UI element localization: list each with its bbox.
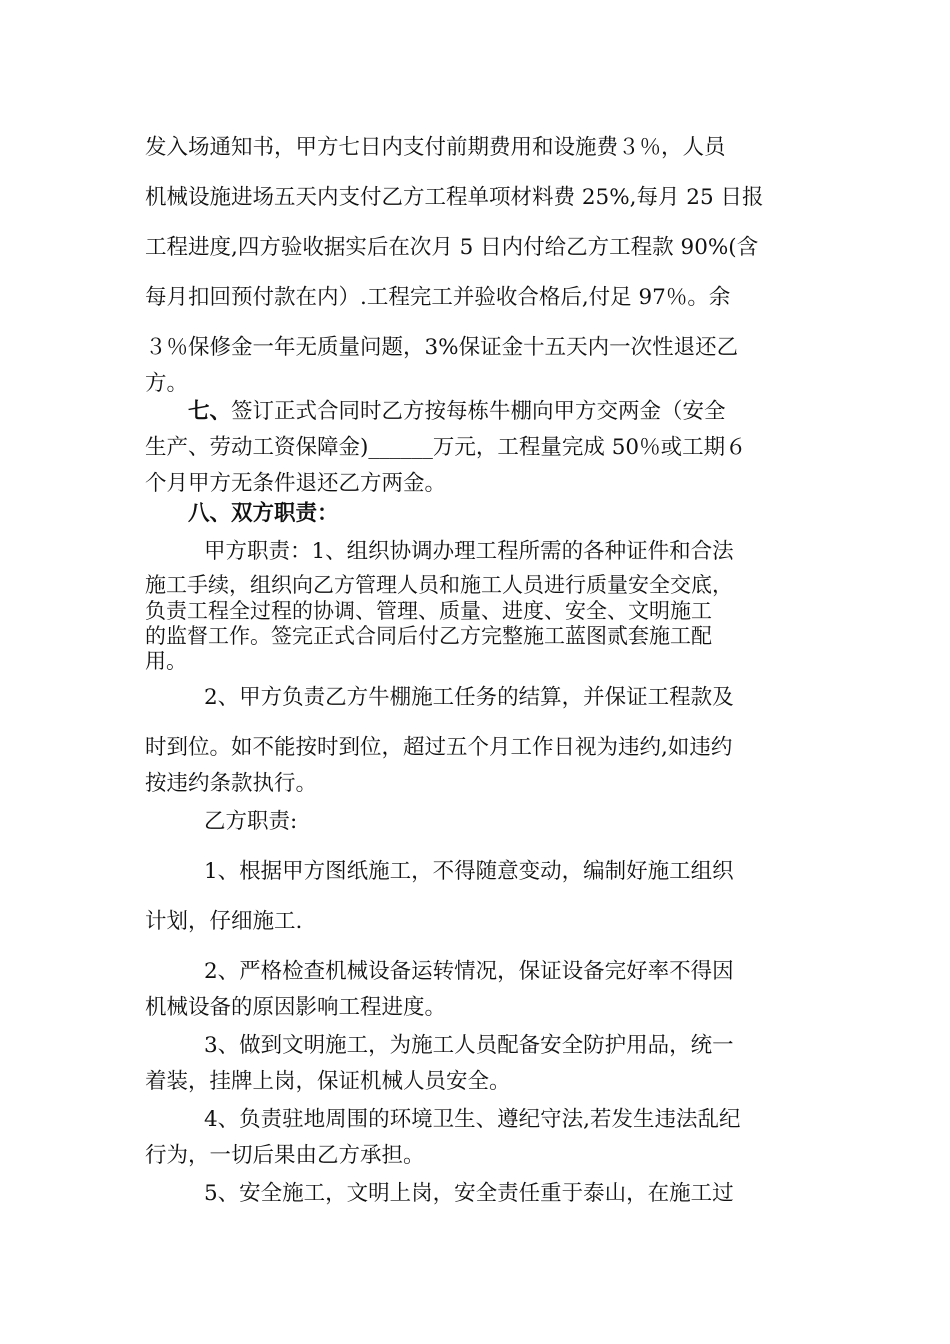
party-a-line: 甲方职责：1、组织协调办理工程所需的各种证件和合法 <box>204 539 734 564</box>
party-b-line: 4、负责驻地周围的环境卫生、遵纪守法,若发生违法乱纪 <box>204 1107 741 1132</box>
section-7-line: 生产、劳动工资保障金)______万元，工程量完成 50％或工期６ <box>145 435 747 460</box>
body-line: 工程进度,四方验收据实后在次月 5 日内付给乙方工程款 90%(含 <box>145 235 759 260</box>
body-line: 发入场通知书，甲方七日内支付前期费用和设施费３％，人员 <box>145 135 726 160</box>
party-a-line: 的监督工作。签完正式合同后付乙方完整施工蓝图贰套施工配 <box>145 624 712 648</box>
party-b-line: 着装，挂牌上岗，保证机械人员安全。 <box>145 1069 511 1094</box>
party-b-line: 1、根据甲方图纸施工，不得随意变动，编制好施工组织 <box>204 859 734 884</box>
section-8-heading: 八、双方职责： <box>188 501 339 526</box>
section-7-text: 签订正式合同时乙方按每栋牛棚向甲方交两金（安全 <box>231 399 726 424</box>
party-a-line: 时到位。如不能按时到位，超过五个月工作日视为违约,如违约 <box>145 735 733 760</box>
party-b-line: 机械设备的原因影响工程进度。 <box>145 995 447 1020</box>
party-a-line: 施工手续，组织向乙方管理人员和施工人员进行质量安全交底， <box>145 573 733 597</box>
party-a-line: 负责工程全过程的协调、管理、质量、进度、安全、文明施工 <box>145 599 712 623</box>
party-a-line: 用。 <box>145 649 187 673</box>
party-b-heading: 乙方职责: <box>204 809 298 834</box>
party-a-line: 按违约条款执行。 <box>145 771 318 796</box>
party-b-line: 3、做到文明施工，为施工人员配备安全防护用品，统一 <box>204 1033 734 1058</box>
party-b-line: 行为，一切后果由乙方承担。 <box>145 1143 425 1168</box>
section-7-heading: 七、 <box>188 399 232 424</box>
party-b-line: 5、安全施工，文明上岗，安全责任重于泰山，在施工过 <box>204 1181 734 1206</box>
section-7-line <box>188 398 726 426</box>
section-7-line: 个月甲方无条件退还乙方两金。 <box>145 471 447 496</box>
body-line: 每月扣回预付款在内）.工程完工并验收合格后,付足 97％。余 <box>145 285 731 310</box>
party-b-line: 计划，仔细施工. <box>145 909 303 934</box>
party-a-line: 2、甲方负责乙方牛棚施工任务的结算，并保证工程款及 <box>204 685 734 710</box>
party-b-line: 2、严格检查机械设备运转情况，保证设备完好率不得因 <box>204 959 734 984</box>
body-line: 机械设施进场五天内支付乙方工程单项材料费 25%,每月 25 日报 <box>145 185 764 210</box>
body-line: 方。 <box>145 371 189 396</box>
body-line: ３％保修金一年无质量问题，3%保证金十五天内一次性退还乙 <box>145 335 739 360</box>
